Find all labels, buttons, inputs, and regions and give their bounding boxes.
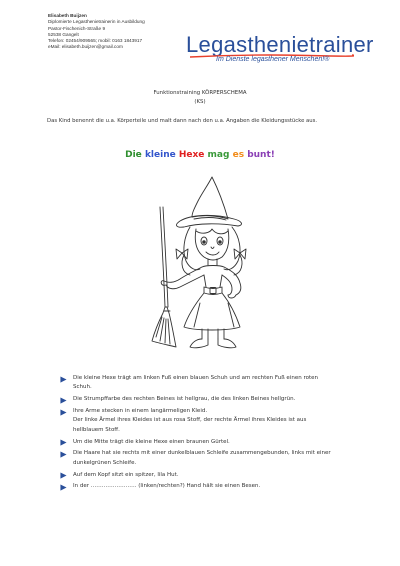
worksheet-code: (KS) [194, 98, 206, 105]
sender-line: Telefon: 02454/909565; mobil: 0163 1843917 [48, 38, 143, 44]
task-line: Schuh. [73, 384, 92, 391]
logo-title: Legasthenietrainer [186, 32, 374, 57]
worksheet-title-block [0, 89, 400, 106]
list-item [60, 438, 350, 447]
task-line: dunkelgrünen Schleife. [73, 459, 137, 466]
task-line: Der linke Ärmel ihres Kleides ist aus rosa Stoff, der rechte Ärmel ihres Kleides ist aus [73, 417, 307, 424]
task-line: Auf dem Kopf sitzt ein spitzer, lila Hut. [73, 471, 179, 478]
task-line: Um die Mitte trägt die kleine Hexe einen braunen Gürtel. [73, 438, 230, 445]
witch-with-broom-illustration [150, 175, 262, 350]
heading-word: Hexe [178, 150, 205, 160]
triangle-bullet-icon [60, 484, 67, 491]
heading-word: mag [207, 150, 230, 160]
logo-subtitle: Im Dienste legasthener Menschen!® [216, 56, 330, 63]
triangle-bullet-icon [60, 409, 67, 416]
worksheet-title: Funktionstraining KÖRPERSCHEMA [153, 90, 247, 96]
heading-word: kleine [144, 150, 176, 160]
list-item [60, 407, 350, 435]
worksheet-instruction: Das Kind benennt die u.a. Körperteile und malt dann nach den u.a. Angaben die Kleidungsstücke aus. [47, 118, 318, 124]
heading-word: es [232, 150, 245, 160]
task-line: Ihre Arme stecken in einem langärmeligen Kleid. [73, 408, 208, 414]
heading-word: Die [125, 150, 142, 160]
sender-line: Pastor-Fischenich-Straße 9 [48, 25, 106, 31]
sender-line: Diplomierte Legasthenietrainerin in Ausbildung [48, 19, 145, 25]
task-line: hellblauem Stoff. [73, 426, 120, 433]
list-item [60, 471, 350, 480]
sender-line: eMail: elisabeth.buijzen@gmail.com [48, 44, 123, 50]
triangle-bullet-icon [60, 472, 67, 479]
task-line: Die Haare hat sie rechts mit einer dunkelblauen Schleife zusammengebunden, links mit einer [73, 450, 331, 457]
triangle-bullet-icon [60, 376, 67, 383]
task-list [60, 374, 350, 494]
task-line: In der ……………………. (linken/rechten?) Hand hält sie einen Besen. [73, 483, 261, 490]
colorful-heading [0, 150, 400, 160]
list-item [60, 395, 350, 404]
triangle-bullet-icon [60, 439, 67, 446]
task-line: Die kleine Hexe trägt am linken Fuß einen blauen Schuh und am rechten Fuß einen roten [73, 375, 318, 381]
legasthenietrainer-logo [186, 32, 374, 73]
list-item [60, 449, 350, 468]
sender-name: Elisabeth Buijzen [48, 13, 87, 18]
list-item [60, 482, 350, 491]
triangle-bullet-icon [60, 451, 67, 458]
list-item [60, 374, 350, 393]
heading-word: bunt! [247, 150, 275, 160]
sender-address-block [48, 13, 145, 51]
task-line: Die Strumpffarbe des rechten Beines ist hellgrau, die des linken Beines hellgrün. [73, 396, 296, 403]
triangle-bullet-icon [60, 397, 67, 404]
sender-line: 52538 Gangelt [48, 31, 79, 37]
